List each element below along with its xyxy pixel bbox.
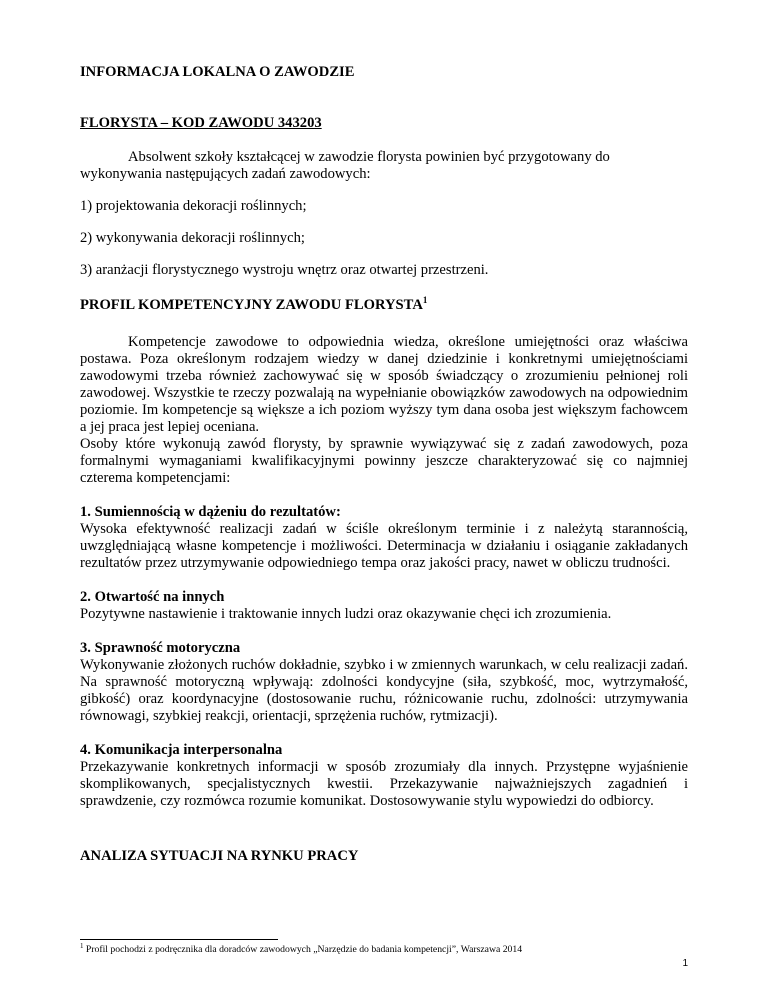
footnote-separator <box>80 939 278 940</box>
document-subtitle: FLORYSTA – KOD ZAWODU 343203 <box>80 115 322 131</box>
profile-heading-text: PROFIL KOMPETENCYJNY ZAWODU FLORYSTA <box>80 297 423 313</box>
profile-paragraph: Kompetencje zawodowe to odpowiednia wiedza, określone umiejętności oraz właściwa postawa. Poza określonym rodzajem wiedzy w danej dziedzinie i konkretnymi umiejętnościami zawodowymi trzeba również zachowywać się w sposób świadczący o zrozumieniu pełnionej roli zawodowej. Wszystkie te rzeczy pozwalają na wypełnianie obowiązków zawodowych na odpowiednim poziomie. Im kompetencje są większe a ich poziom wyższy tym dana osoba jest większym fachowcem a jej praca jest lepiej oceniana. <box>80 334 688 435</box>
footnote <box>80 941 688 956</box>
competency-3-text: Wykonywanie złożonych ruchów dokładnie, szybko i w zmiennych warunkach, w celu realizacji zadań. Na sprawność motoryczną wpływają: zdolności kondycyjne (siła, szybkość, moc, wytrzymałość, gibkość) oraz koordynacyjne (dostosowanie ruchu, różnicowanie ruchu, zdolności: utrzymywania równowagi, szybkiej reakcji, orientacji, sprzężenia ruchów, rytmizacji). <box>80 657 688 724</box>
competency-1-title: 1. Sumiennością w dążeniu do rezultatów: <box>80 504 341 520</box>
competency-1-text: Wysoka efektywność realizacji zadań w ściśle określonym terminie i z należytą starannością, uwzględniającą własne kompetencje i możliwości. Determinacja w działaniu i osiąganie zakładanych rezultatów przez utrzymywanie odpowiedniego tempa oraz jakości pracy, nawet w obliczu trudności. <box>80 521 688 571</box>
task-item-3: 3) aranżacji florystycznego wystroju wnętrz oraz otwartej przestrzeni. <box>80 262 489 278</box>
page-number: 1 <box>682 958 688 969</box>
document-title: INFORMACJA LOKALNA O ZAWODZIE <box>80 64 355 80</box>
profile-paragraph-2: Osoby które wykonują zawód florysty, by sprawnie wywiązywać się z zadań zawodowych, poza formalnymi wymaganiami kwalifikacyjnymi powinny jeszcze charakteryzować się co najmniej czterema kompetencjami: <box>80 436 688 486</box>
competency-2-title: 2. Otwartość na innych <box>80 589 225 605</box>
competency-4-text: Przekazywanie konkretnych informacji w sposób zrozumiały dla innych. Przystępne wyjaśnienie skomplikowanych, specjalistycznych kwestii. Przekazywanie najważniejszych zagadnień i sprawdzenie, czy rozmówca rozumie komunikat. Dostosowywanie stylu wypowiedzi do odbiorcy. <box>80 759 688 809</box>
market-heading: ANALIZA SYTUACJI NA RYNKU PRACY <box>80 848 359 864</box>
competency-2-text: Pozytywne nastawienie i traktowanie innych ludzi oraz okazywanie chęci ich zrozumienia. <box>80 606 612 622</box>
competency-4-title: 4. Komunikacja interpersonalna <box>80 742 283 758</box>
task-item-1: 1) projektowania dekoracji roślinnych; <box>80 198 307 214</box>
document-body <box>80 64 688 865</box>
intro-paragraph: Absolwent szkoły kształcącej w zawodzie florysta powinien być przygotowany do wykonywania następujących zadań zawodowych: <box>80 149 610 182</box>
task-item-2: 2) wykonywania dekoracji roślinnych; <box>80 230 305 246</box>
profile-heading <box>80 297 688 314</box>
profile-footnote-mark: 1 <box>422 295 428 306</box>
footnote-text: Profil pochodzi z podręcznika dla doradców zawodowych „Narzędzie do badania kompetencji”, Warszawa 2014 <box>85 944 523 955</box>
footnote-mark: 1 <box>80 941 84 950</box>
competency-3-title: 3. Sprawność motoryczna <box>80 640 241 656</box>
